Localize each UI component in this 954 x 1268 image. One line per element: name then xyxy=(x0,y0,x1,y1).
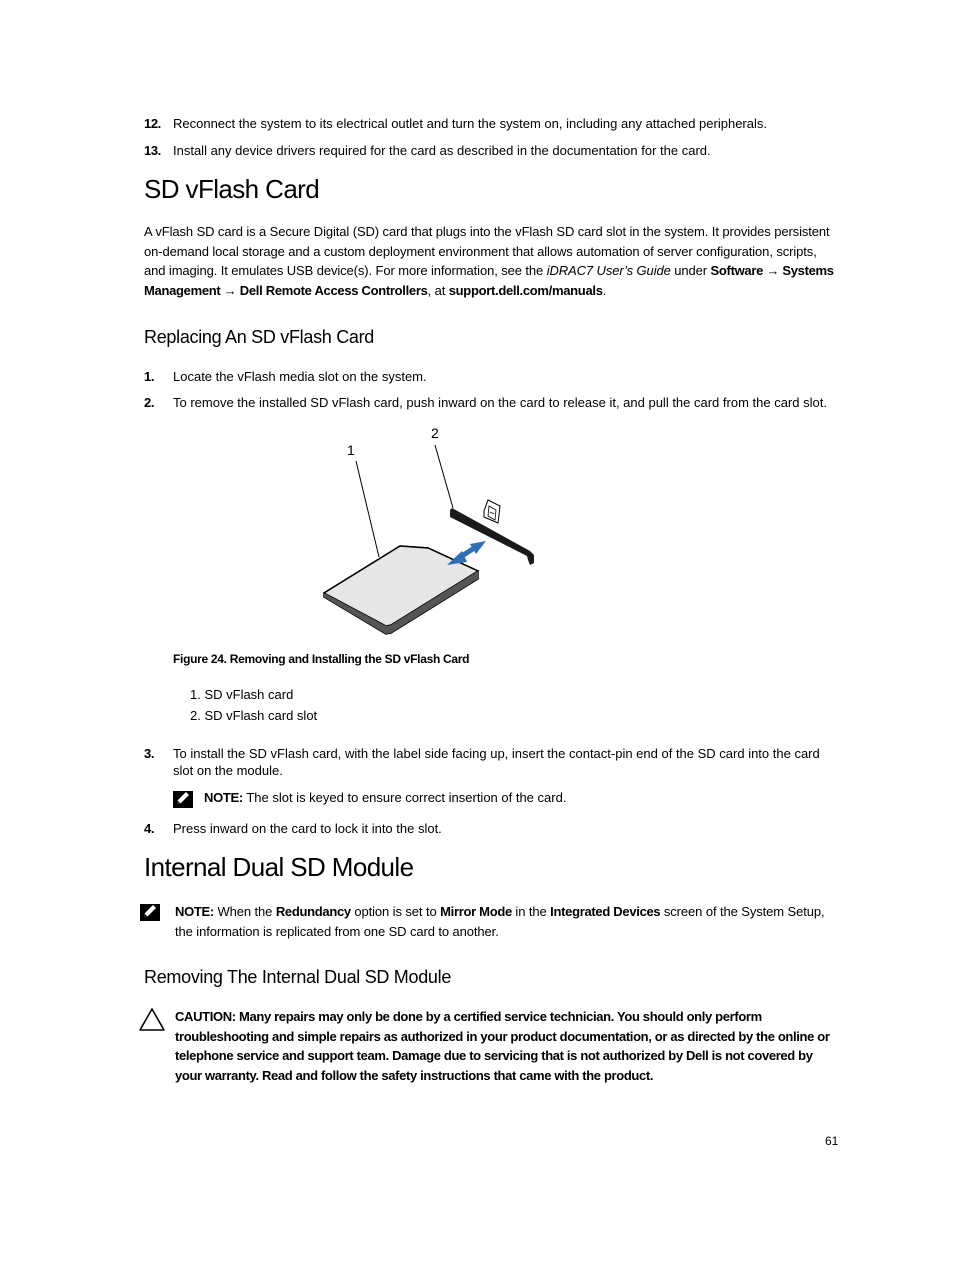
option-value: Mirror Mode xyxy=(440,904,512,919)
para-text: A vFlash SD card is a Secure Digital (SD) card that plugs into the vFlash SD card slot in the system. It provides persistent on-demand local storage and a custom deployment environment that allows automation of server configuration, scripts, and imaging. It emulates USB device(s). For more information, see the xyxy=(144,224,830,278)
step-number: 2. xyxy=(144,395,155,410)
para-text: . xyxy=(602,282,607,298)
step-text: To install the SD vFlash card, with the label side facing up, insert the contact-pin end of the SD card into the card slot on the module. xyxy=(173,746,820,778)
figure-caption: Figure 24. Removing and Installing the SD vFlash Card xyxy=(173,652,470,666)
menu-path: Software → Systems Management → Dell Remote Access Controllers xyxy=(144,263,834,298)
note-text: The slot is keyed to ensure correct insertion of the card. xyxy=(242,790,567,805)
subsection-title-replacing: Replacing An SD vFlash Card xyxy=(144,327,375,347)
para-text: under xyxy=(670,263,711,278)
note-label: NOTE: xyxy=(175,904,214,919)
note-text: screen of the System Setup, the information is replicated from one SD card to another. xyxy=(175,904,825,939)
guide-title: iDRAC7 User’s Guide xyxy=(546,263,671,278)
section-title-sd-vflash: SD vFlash Card xyxy=(144,174,320,204)
note-label: NOTE: xyxy=(204,790,243,805)
caution-triangle-icon xyxy=(138,1007,166,1032)
para-text: , at xyxy=(427,282,449,298)
step-number: 12. xyxy=(144,116,161,131)
intro-paragraph xyxy=(144,222,840,300)
section-title-internal-dual-sd: Internal Dual SD Module xyxy=(144,852,414,882)
page-number: 61 xyxy=(825,1134,839,1148)
insert-remove-arrow-icon xyxy=(447,541,486,565)
step-text: Install any device drivers required for the card as described in the documentation for the card. xyxy=(173,143,711,158)
option-name: Redundancy xyxy=(275,904,351,919)
screen-name: Integrated Devices xyxy=(550,904,661,919)
step-text: Locate the vFlash media slot on the system. xyxy=(173,369,427,384)
callout-2: 2 xyxy=(431,425,439,441)
leader-line-2 xyxy=(435,445,453,508)
leader-line-1 xyxy=(356,461,379,557)
note-pencil-icon xyxy=(173,790,193,808)
subsection-title-removing: Removing The Internal Dual SD Module xyxy=(144,967,452,987)
step-number: 3. xyxy=(144,746,155,761)
note-pencil-icon xyxy=(140,903,160,921)
step-text: Press inward on the card to lock it into the slot. xyxy=(173,821,442,836)
step-text: Reconnect the system to its electrical outlet and turn the system on, including any attached peripherals. xyxy=(173,116,767,131)
step-number: 13. xyxy=(144,143,161,158)
note-text: option is set to xyxy=(350,904,441,919)
note-text: in the xyxy=(511,904,551,919)
step-number: 4. xyxy=(144,821,155,836)
figure-legend xyxy=(190,684,317,726)
callout-1: 1 xyxy=(347,442,355,458)
step-number: 1. xyxy=(144,369,155,384)
sd-vflash-figure xyxy=(300,420,560,645)
step-text: To remove the installed SD vFlash card, push inward on the card to release it, and pull the card from the card slot. xyxy=(173,395,827,410)
note-text: When the xyxy=(213,904,276,919)
caution-text: CAUTION: Many repairs may only be done by a certified service technician. You should only perform troubleshooting and simple repairs as authorized in your product documentation, or as directed by the online or telephone service and support team. Damage due to servicing that is not authorized by Dell is not covered by your warranty. Read and follow the safety instructions that came with the product. xyxy=(175,1009,830,1083)
legend-item: 2. SD vFlash card slot xyxy=(190,708,318,723)
legend-item: 1. SD vFlash card xyxy=(190,687,294,702)
support-link[interactable]: support.dell.com/manuals xyxy=(448,282,603,298)
